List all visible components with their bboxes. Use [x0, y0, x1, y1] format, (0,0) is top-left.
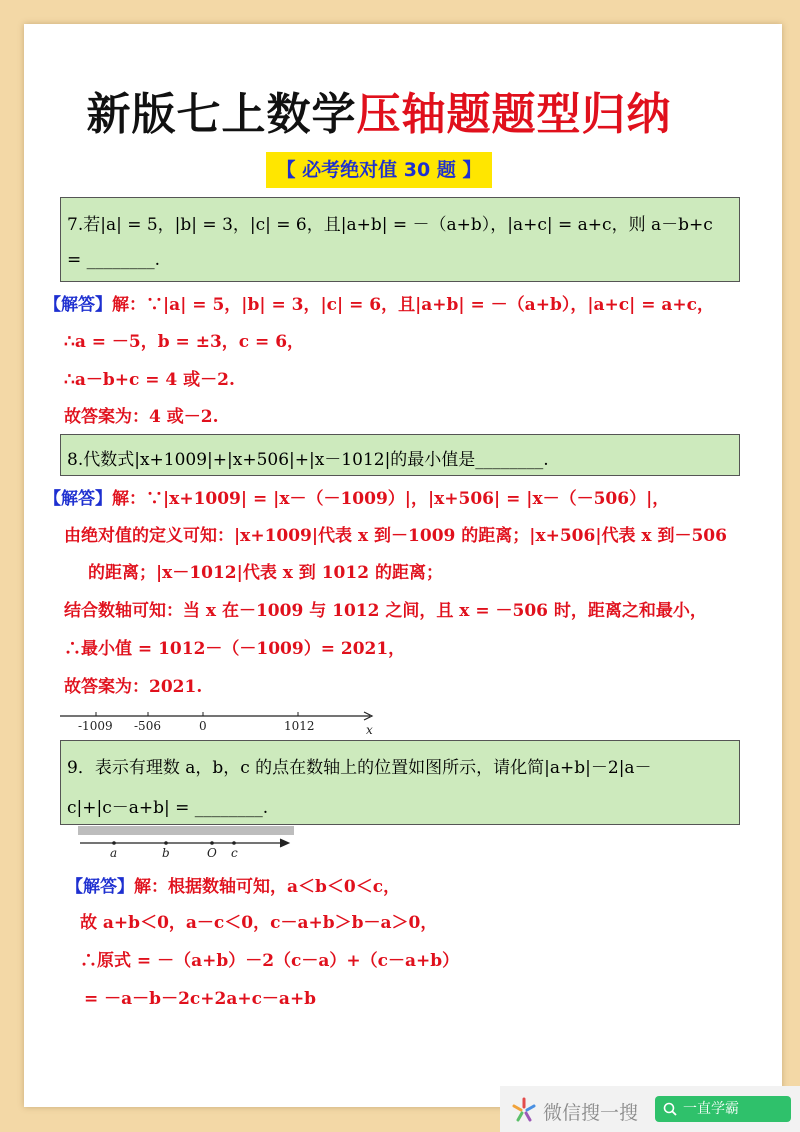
answer-9-line3: ∴原式 = －（a+b）－2（c－a）+（c－a+b）: [80, 951, 460, 971]
point-o: [210, 841, 214, 845]
answer-7-text: 解：∵|a| = 5，|b| = 3，|c| = 6，且|a+b| = －（a+b），|a+c| = a+c，: [112, 295, 714, 315]
answer-7-line1: [44, 290, 714, 315]
label-1012: 1012: [284, 719, 315, 733]
title-part2: 压轴题题型归纳: [356, 89, 672, 140]
label-neg-506: -506: [134, 719, 161, 733]
answer-8-line4: 结合数轴可知：当 x 在－1009 与 1012 之间，且 x = －506 时，距离之和最小，: [64, 601, 707, 621]
question-8-line1: 8.代数式|x+1009|+|x+506|+|x－1012|的最小值是________.: [67, 450, 549, 470]
answer-7-tag: 【解答】: [44, 295, 112, 315]
answer-9-line2: 故 a+b＜0，a－c＜0，c－a+b＞b－a＞0，: [80, 913, 438, 933]
answer-7-line3: ∴a－b+c = 4 或－2.: [64, 370, 235, 390]
label-o: O: [207, 846, 217, 860]
question-7-line2: = ________.: [67, 250, 161, 270]
answer-8-line5: ∴最小值 = 1012－（－1009）= 2021，: [64, 639, 406, 659]
label-a: a: [110, 846, 118, 860]
label-b: b: [162, 846, 170, 860]
answer-8-line6: 故答案为：2021.: [64, 677, 203, 697]
axis-arrow: [280, 839, 289, 847]
number-line-figure-2: [78, 826, 296, 860]
question-8-box: [60, 434, 740, 476]
answer-8-line3: 的距离；|x－1012|代表 x 到 1012 的距离；: [88, 563, 443, 583]
answer-7-line4: 故答案为：4 或－2.: [64, 407, 219, 427]
answer-9-line1: [66, 872, 400, 897]
point-c: [232, 841, 236, 845]
answer-9-tag: 【解答】: [66, 877, 134, 897]
answer-8-text: 解：∵|x+1009| = |x－（－1009）|，|x+506| = |x－（－506）|，: [112, 489, 670, 509]
answer-8-line1: [44, 484, 669, 509]
question-9-line1: 9．表示有理数 a，b，c 的点在数轴上的位置如图所示，请化简|a+b|－2|a－: [67, 758, 652, 778]
label-c: c: [231, 846, 238, 860]
wechat-search-label: 微信搜一搜: [543, 1102, 639, 1124]
answer-8-tag: 【解答】: [44, 489, 112, 509]
point-a: [112, 841, 116, 845]
number-line-figure-1: [58, 708, 388, 738]
wechat-search-icon: [510, 1096, 538, 1124]
magnifier-icon: [663, 1102, 677, 1116]
title-part1: 新版七上数学: [86, 89, 357, 140]
answer-9-text: 解：根据数轴可知，a＜b＜0＜c，: [134, 877, 401, 897]
question-9-box: [60, 740, 740, 825]
question-9-line2: c|+|c－a+b| = ________.: [67, 798, 269, 818]
question-7-box: [60, 197, 740, 282]
label-x: x: [366, 723, 373, 737]
label-zero: 0: [199, 719, 207, 733]
point-b: [164, 841, 168, 845]
account-search-button[interactable]: [655, 1096, 791, 1122]
answer-7-line2: ∴a = －5，b = ±3，c = 6，: [64, 332, 305, 352]
label-neg-1009: -1009: [78, 719, 113, 733]
account-name: 一直学霸: [683, 1101, 739, 1117]
page-title: [0, 78, 758, 142]
figure-top-shade: [78, 826, 294, 835]
answer-8-line2: 由绝对值的定义可知：|x+1009|代表 x 到－1009 的距离；|x+506|代表 x 到－506: [64, 526, 727, 546]
section-badge: 【 必考绝对值 30 题 】: [266, 152, 492, 188]
question-7-line1: 7.若|a| = 5，|b| = 3，|c| = 6，且|a+b| = －（a+b），|a+c| = a+c，则 a－b+c: [67, 215, 713, 235]
answer-9-line4: = －a－b－2c+2a+c－a+b: [84, 989, 317, 1009]
